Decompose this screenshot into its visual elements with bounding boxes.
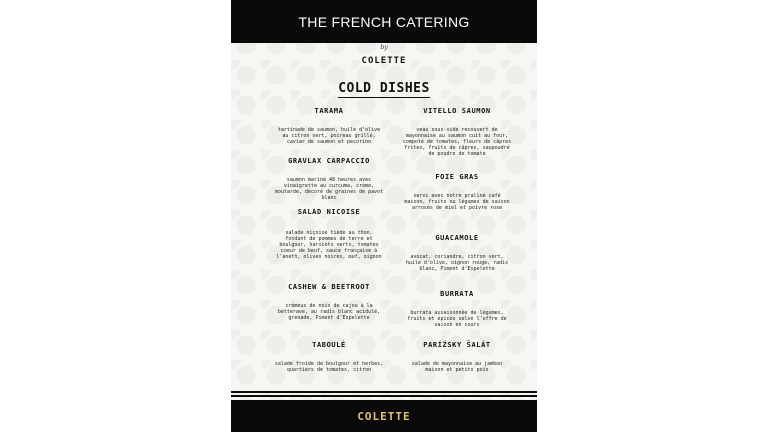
dish-salad-nicoise — [274, 208, 384, 260]
dish-taboule — [274, 341, 384, 373]
footer-rule-bottom — [231, 395, 537, 397]
header-bar — [231, 0, 537, 43]
dish-description: burrata assaisonnée de légumes, fruits et épices selon l'offre de saison en cours — [407, 310, 507, 328]
dish-description: saumon mariné 48 heures avec vinaigrette au curcuma, crème, moutarde, décoré de graines de pavot blanc — [274, 177, 384, 201]
dish-description: avocat, coriandre, citron vert, huile d'olive, oignon rouge, radis blanc, Piment d'Espelette — [405, 254, 509, 272]
dish-gravlax-carpaccio — [260, 157, 398, 201]
dish-name: FOIE GRAS — [435, 173, 479, 181]
dish-description: crémeux de noix de cajou à la betterave, au radis blanc acidulé, grenade, Piment d'Espelette — [277, 303, 381, 321]
footer-bar — [231, 400, 537, 432]
footer-brand: COLETTE — [357, 409, 411, 423]
dish-name: CASHEW & BEETROOT — [288, 283, 370, 291]
dish-parizsky-salat — [402, 341, 512, 373]
dish-description: veau sous-vide recouvert de mayonnaise au saumon cuit au four, compoté de tomates, fleurs de câpres frites, fruits de câpres, saupoudré de poudre de tomate — [402, 127, 512, 157]
dish-foie-gras — [402, 173, 512, 211]
dish-description: salade niçoise tiède au thon, fondant de pommes de terre et boulgour, haricots verts, tomates coeur de beuf, sauce française à l'aneth, olives noires, œuf, oignon — [276, 230, 382, 260]
dish-name: GRAVLAX CARPACCIO — [288, 157, 370, 165]
byline: by — [380, 44, 388, 51]
dish-vitello-saumon — [402, 107, 512, 157]
menu-page — [231, 0, 537, 432]
section-title: COLD DISHES — [338, 81, 430, 96]
menu-title: THE FRENCH CATERING — [298, 13, 470, 30]
dish-name: BURRATA — [440, 290, 474, 298]
dish-name: TARAMA — [314, 107, 344, 115]
dish-name: TABOULÉ — [312, 341, 346, 349]
dish-name: SALAD NICOISE — [297, 208, 361, 216]
dish-cashew-beetroot — [267, 283, 391, 321]
dish-name: VITELLO SAUMON — [423, 107, 491, 115]
footer-rule-top — [231, 391, 537, 393]
dish-tarama — [274, 107, 384, 145]
dish-description: salade de mayonnaise au jambon maison et petits pois — [411, 361, 503, 373]
brand-name: COLETTE — [361, 56, 407, 66]
dish-description: salade froide de boulgour et herbes, quartiers de tomates, citron — [274, 361, 384, 373]
section-heading — [231, 77, 537, 96]
dish-description: tartinade de saumon, huile d'olive au citron vert, poireau grillé, caviar de saumon et pecorino — [277, 127, 381, 145]
dish-burrata — [402, 290, 512, 328]
dish-name: GUACAMOLE — [435, 234, 479, 242]
dish-name: PARÍŽSKY ŠALÁT — [423, 341, 491, 349]
dish-guacamole — [402, 234, 512, 272]
dish-description: servi avec notre praliné café maison, fruits ou légumes de saison arrosés de miel et poivre rose — [404, 193, 510, 211]
